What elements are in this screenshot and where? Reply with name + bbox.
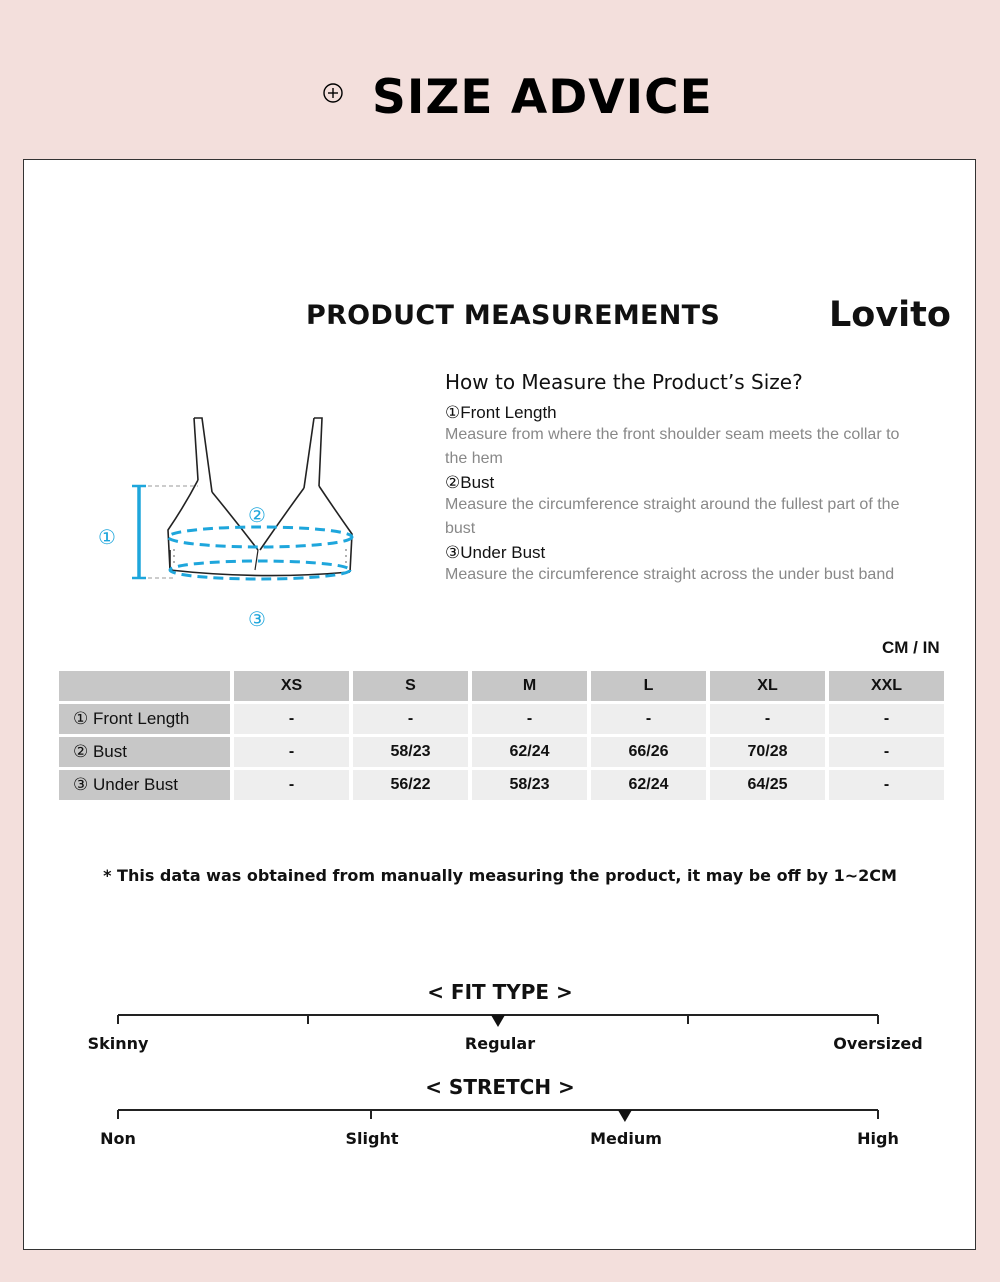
column-header: XS xyxy=(234,671,349,701)
how-to-title: How to Measure the Product’s Size? xyxy=(445,370,803,394)
fit-label-oversized: Oversized xyxy=(833,1034,923,1053)
plus-circle-icon xyxy=(322,82,344,104)
how-to-item-front-length xyxy=(445,403,925,471)
column-header: XL xyxy=(710,671,825,701)
table-cell: - xyxy=(591,704,706,734)
table-cell: 56/22 xyxy=(353,770,468,800)
table-cell: 66/26 xyxy=(591,737,706,767)
table-corner-cell xyxy=(59,671,230,701)
how-to-item-under-bust xyxy=(445,543,925,587)
stretch-title: < STRETCH > xyxy=(425,1075,575,1099)
row-label: ① Front Length xyxy=(59,704,230,734)
marker-front-length: ① xyxy=(98,525,116,549)
table-cell: 58/23 xyxy=(353,737,468,767)
table-header-row xyxy=(59,671,944,701)
fit-label-skinny: Skinny xyxy=(87,1034,149,1053)
table-cell: 64/25 xyxy=(710,770,825,800)
marker-bust: ② xyxy=(248,503,266,527)
fit-label-regular: Regular xyxy=(464,1034,536,1053)
size-advice-header xyxy=(0,70,1000,125)
page-title: SIZE ADVICE xyxy=(372,70,713,125)
bra-outline xyxy=(168,418,352,576)
column-header: L xyxy=(591,671,706,701)
stretch-scale xyxy=(0,1103,1000,1123)
how-to-item-desc: Measure the circumference straight across the under bust band xyxy=(445,566,895,583)
how-to-item-desc: Measure the circumference straight around the fullest part of the bust xyxy=(445,496,900,537)
how-to-item-desc: Measure from where the front shoulder seam meets the collar to the hem xyxy=(445,426,900,467)
fit-type-title: < FIT TYPE > xyxy=(427,980,573,1004)
how-to-measure xyxy=(445,370,925,587)
table-cell: 70/28 xyxy=(710,737,825,767)
table-cell: 62/24 xyxy=(472,737,587,767)
product-measurements-title: PRODUCT MEASUREMENTS xyxy=(306,300,721,331)
size-table xyxy=(55,668,948,803)
unit-label: CM / IN xyxy=(882,638,940,657)
table-cell: 62/24 xyxy=(591,770,706,800)
table-cell: - xyxy=(234,737,349,767)
fit-type-scale xyxy=(0,1008,1000,1028)
table-row xyxy=(59,704,944,734)
stretch-label-non: Non xyxy=(100,1129,136,1148)
how-to-item-title: ②Bust xyxy=(445,473,495,492)
bra-measurement-illustration xyxy=(90,410,390,635)
brand-logo: Lovito xyxy=(829,295,951,335)
table-cell: - xyxy=(234,704,349,734)
table-cell: - xyxy=(829,770,944,800)
table-cell: - xyxy=(353,704,468,734)
table-cell: 58/23 xyxy=(472,770,587,800)
table-cell: - xyxy=(234,770,349,800)
measurement-note: * This data was obtained from manually measuring the product, it may be off by 1~2CM xyxy=(103,866,897,885)
column-header: XXL xyxy=(829,671,944,701)
stretch-marker xyxy=(618,1110,632,1122)
table-cell: - xyxy=(472,704,587,734)
table-row xyxy=(59,737,944,767)
table-row xyxy=(59,770,944,800)
how-to-item-title: ③Under Bust xyxy=(445,543,546,562)
table-cell: - xyxy=(710,704,825,734)
table-cell: - xyxy=(829,737,944,767)
how-to-item-title: ①Front Length xyxy=(445,403,557,422)
column-header: S xyxy=(353,671,468,701)
table-cell: - xyxy=(829,704,944,734)
fit-type-marker xyxy=(491,1015,505,1027)
row-label: ② Bust xyxy=(59,737,230,767)
how-to-item-bust xyxy=(445,473,925,541)
stretch-label-high: High xyxy=(857,1129,899,1148)
marker-under-bust: ③ xyxy=(248,607,266,631)
row-label: ③ Under Bust xyxy=(59,770,230,800)
column-header: M xyxy=(472,671,587,701)
stretch-label-slight: Slight xyxy=(345,1129,399,1148)
stretch-label-medium: Medium xyxy=(590,1129,662,1148)
